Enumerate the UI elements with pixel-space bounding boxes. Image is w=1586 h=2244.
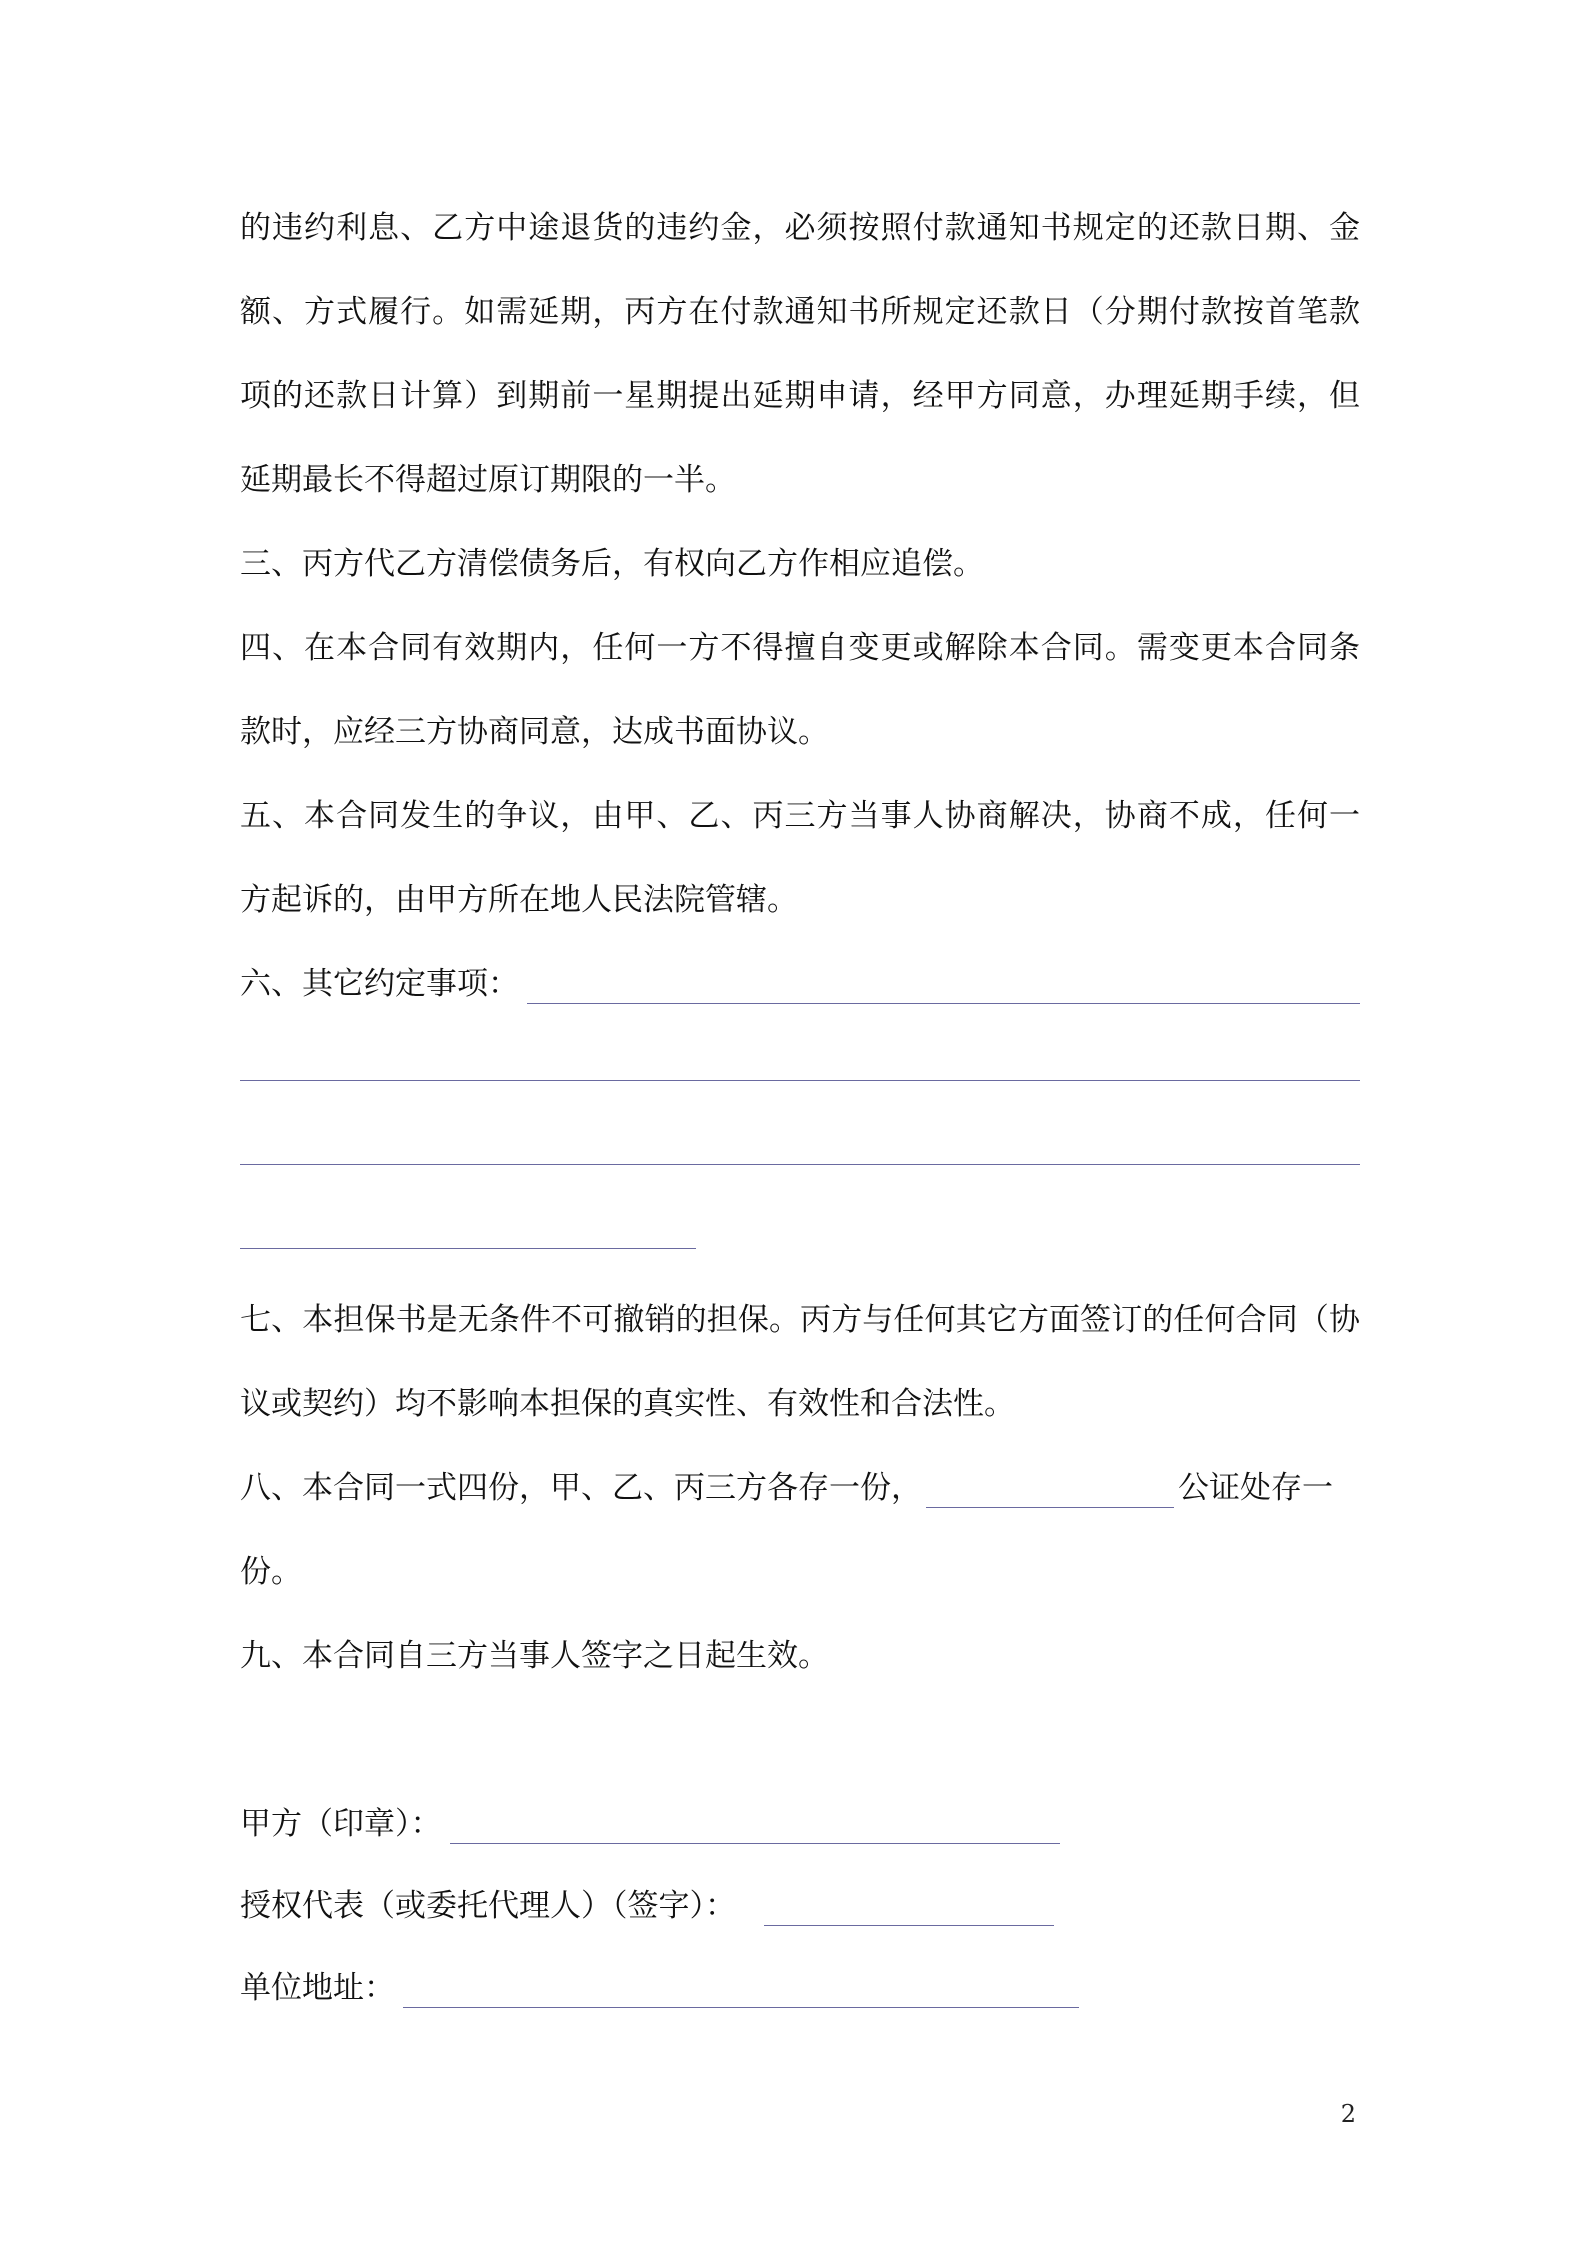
- clause-5-line: 五、本合同发生的争议，由甲、乙、丙三方当事人协商解决，协商不成，任何一: [240, 798, 1360, 834]
- clause-9: 九、本合同自三方当事人签字之日起生效。: [240, 1638, 829, 1674]
- clause-7-line: 七、本担保书是无条件不可撤销的担保。丙方与任何其它方面签订的任何合同（协: [240, 1302, 1360, 1338]
- party-a-seal-blank[interactable]: [450, 1809, 1060, 1844]
- address-label: 单位地址：: [240, 1970, 395, 2006]
- clause-8-suffix: 公证处存一: [1178, 1470, 1333, 1506]
- clause-4-line: 四、在本合同有效期内，任何一方不得擅自变更或解除本合同。需变更本合同条: [240, 630, 1360, 666]
- clause-8: [240, 1468, 1360, 1508]
- clause-7-line: 议或契约）均不影响本担保的真实性、有效性和合法性。: [240, 1386, 1015, 1422]
- representative-signature-blank[interactable]: [764, 1891, 1054, 1926]
- clause-5-line: 方起诉的，由甲方所在地人民法院管辖。: [240, 882, 798, 918]
- paragraph-line: 延期最长不得超过原订期限的一半。: [240, 462, 736, 498]
- clause-6-blank-line[interactable]: [240, 1164, 1360, 1165]
- party-a-seal: [240, 1804, 1360, 1844]
- clause-8-prefix: 八、本合同一式四份，甲、乙、丙三方各存一份，: [240, 1470, 922, 1506]
- paragraph-line: 项的还款日计算）到期前一星期提出延期申请，经甲方同意，办理延期手续，但: [240, 378, 1360, 414]
- clause-4-line: 款时，应经三方协商同意，达成书面协议。: [240, 714, 829, 750]
- paragraph-line: 额、方式履行。如需延期，丙方在付款通知书所规定还款日（分期付款按首笔款: [240, 294, 1360, 330]
- clause-6-blank-line[interactable]: [240, 1248, 696, 1249]
- representative-label: 授权代表（或委托代理人）（签字）：: [240, 1888, 736, 1924]
- notary-office-blank[interactable]: [926, 1473, 1174, 1508]
- page-number: 2: [1340, 2100, 1356, 2128]
- party-a-label: 甲方（印章）：: [240, 1806, 442, 1842]
- clause-6: [240, 964, 1360, 1004]
- representative-signature: [240, 1886, 1360, 1926]
- paragraph-line: 的违约利息、乙方中途退货的违约金，必须按照付款通知书规定的还款日期、金: [240, 210, 1360, 246]
- clause-6-blank[interactable]: [527, 969, 1360, 1004]
- clause-3: 三、丙方代乙方清偿债务后，有权向乙方作相应追偿。: [240, 546, 984, 582]
- unit-address-blank[interactable]: [403, 1973, 1079, 2008]
- clause-8-line2: 份。: [240, 1554, 302, 1590]
- clause-6-blank-line[interactable]: [240, 1080, 1360, 1081]
- unit-address: [240, 1968, 1360, 2008]
- clause-6-label: 六、其它约定事项：: [240, 966, 519, 1002]
